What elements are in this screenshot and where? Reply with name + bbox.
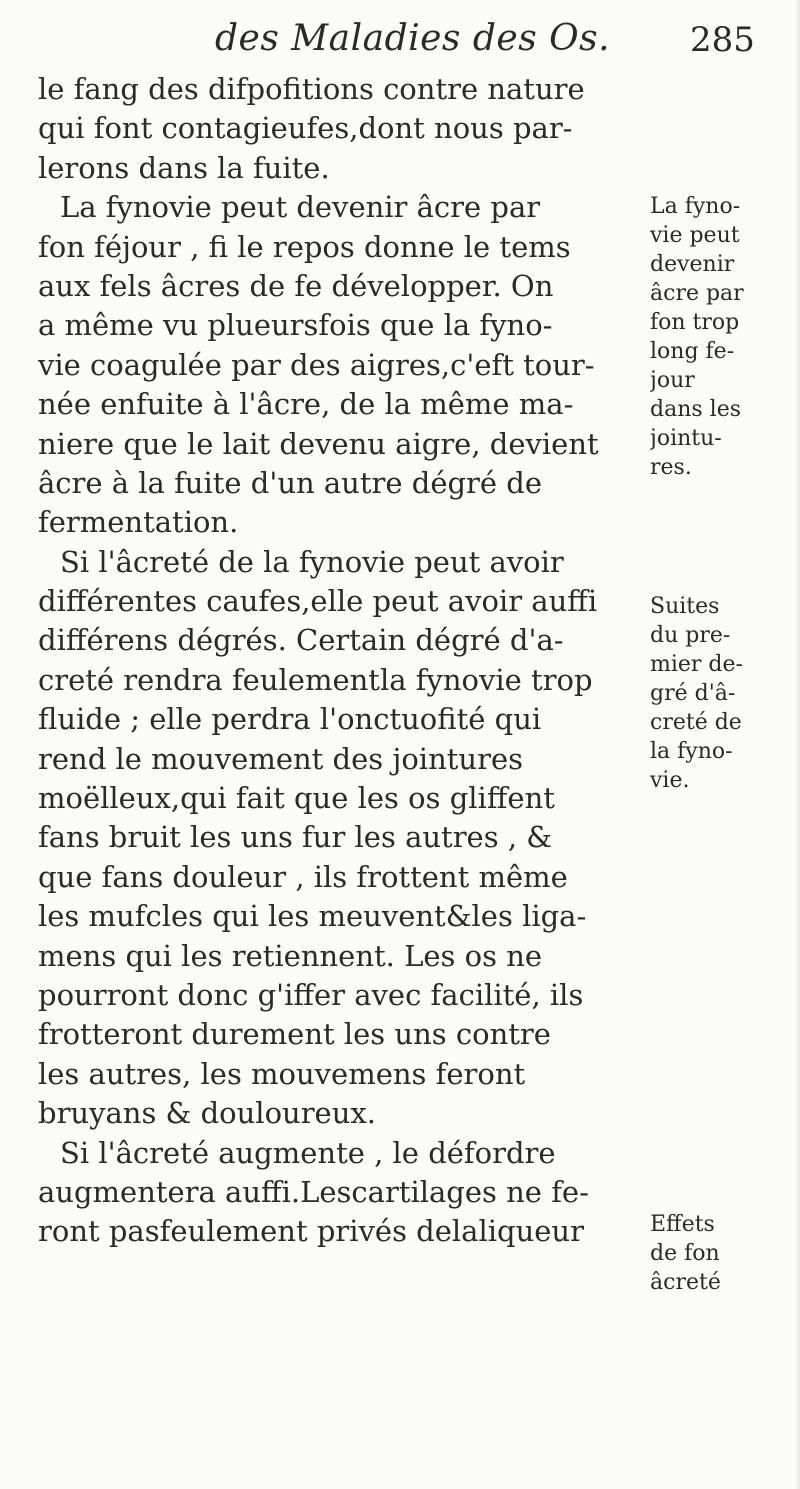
text-line: moëlleux,qui fait que les os gliffent [38,781,555,816]
text-line: pourront donc g'iffer avec facilité, ils [38,977,584,1012]
margin-note-line: Effets [650,1212,715,1237]
text-line: aux fels âcres de fe développer. On [38,268,554,303]
paragraph-start-line: Si l'âcreté de la fynovie peut avoir [60,544,564,579]
text-line: creté rendra feulementla fynovie trop [38,662,593,697]
margin-note-line: jour [650,368,695,393]
margin-note-line: creté de [650,710,742,735]
text-line: niere que le lait devenu aigre, devient [38,426,599,461]
text-line: fans bruit les uns fur les autres , & [38,820,553,855]
text-line: lerons dans la fuite. [38,150,330,185]
text-line: augmentera auffi.Lescartilages ne fe- [38,1174,589,1209]
paragraph-start-line: La fynovie peut devenir âcre par [60,190,541,225]
text-line: mens qui les retiennent. Les os ne [38,938,543,973]
text-line: frotteront durement les uns contre [38,1017,551,1052]
running-head-title: des Maladies des Os. [215,18,611,59]
margin-note-line: mier de- [650,652,743,677]
margin-note-line: de fon [650,1241,720,1266]
page-number: 285 [690,20,755,60]
text-line: vie coagulée par des aigres,c'eft tour- [38,347,595,382]
running-head [0,18,800,68]
margin-note-line: devenir [650,252,735,277]
margin-note-line: long fe- [650,339,735,364]
page-edge-shadow [794,0,800,1489]
text-line: différens dégrés. Certain dégré d'a- [38,623,564,658]
margin-note-line: âcreté [650,1270,721,1295]
text-line: qui font contagieufes,dont nous par- [38,111,573,146]
margin-note-line: fon trop [650,310,740,335]
margin-note-effets [650,1210,800,1297]
text-line: les autres, les mouvemens feront [38,1056,526,1091]
text-line: bruyans & douloureux. [38,1096,376,1131]
text-line: différentes caufes,elle peut avoir auffi [38,584,598,619]
text-line: fon féjour , fi le repos donne le tems [38,229,571,264]
text-line: fermentation. [38,505,239,540]
margin-note-line: âcre par [650,281,744,306]
margin-note-line: la fyno- [650,739,733,764]
margin-note-line: Suites [650,594,720,619]
text-line: âcre à la fuite d'un autre dégré de [38,465,543,500]
text-line: rend le mouvement des jointures [38,741,523,776]
margin-note-line: res. [650,455,692,480]
margin-note-line: jointu- [650,426,722,451]
paragraph-start-line: Si l'âcreté augmente , le défordre [60,1135,556,1170]
text-line: le fang des difpofitions contre nature [38,72,585,106]
margin-note-line: vie peut [650,223,740,248]
margin-note-synovie-acre [650,192,800,482]
text-line: ront pasfeulement privés delaliqueur [38,1214,584,1249]
margin-note-line: La fyno- [650,194,741,219]
text-line: a même vu plueursfois que la fyno- [38,308,553,343]
margin-note-suites [650,592,800,795]
text-line: née enfuite à l'âcre, de la même ma- [38,387,574,422]
margin-note-line: gré d'â- [650,681,736,706]
text-line: les mufcles qui les meuvent&les liga- [38,899,587,934]
text-line: fluide ; elle perdra l'onctuofité qui [38,702,542,737]
margin-note-line: vie. [650,768,690,793]
text-line: que fans douleur , ils frottent même [38,859,568,894]
margin-note-line: du pre- [650,623,731,648]
margin-note-line: dans les [650,397,741,422]
body-text [38,70,648,1252]
